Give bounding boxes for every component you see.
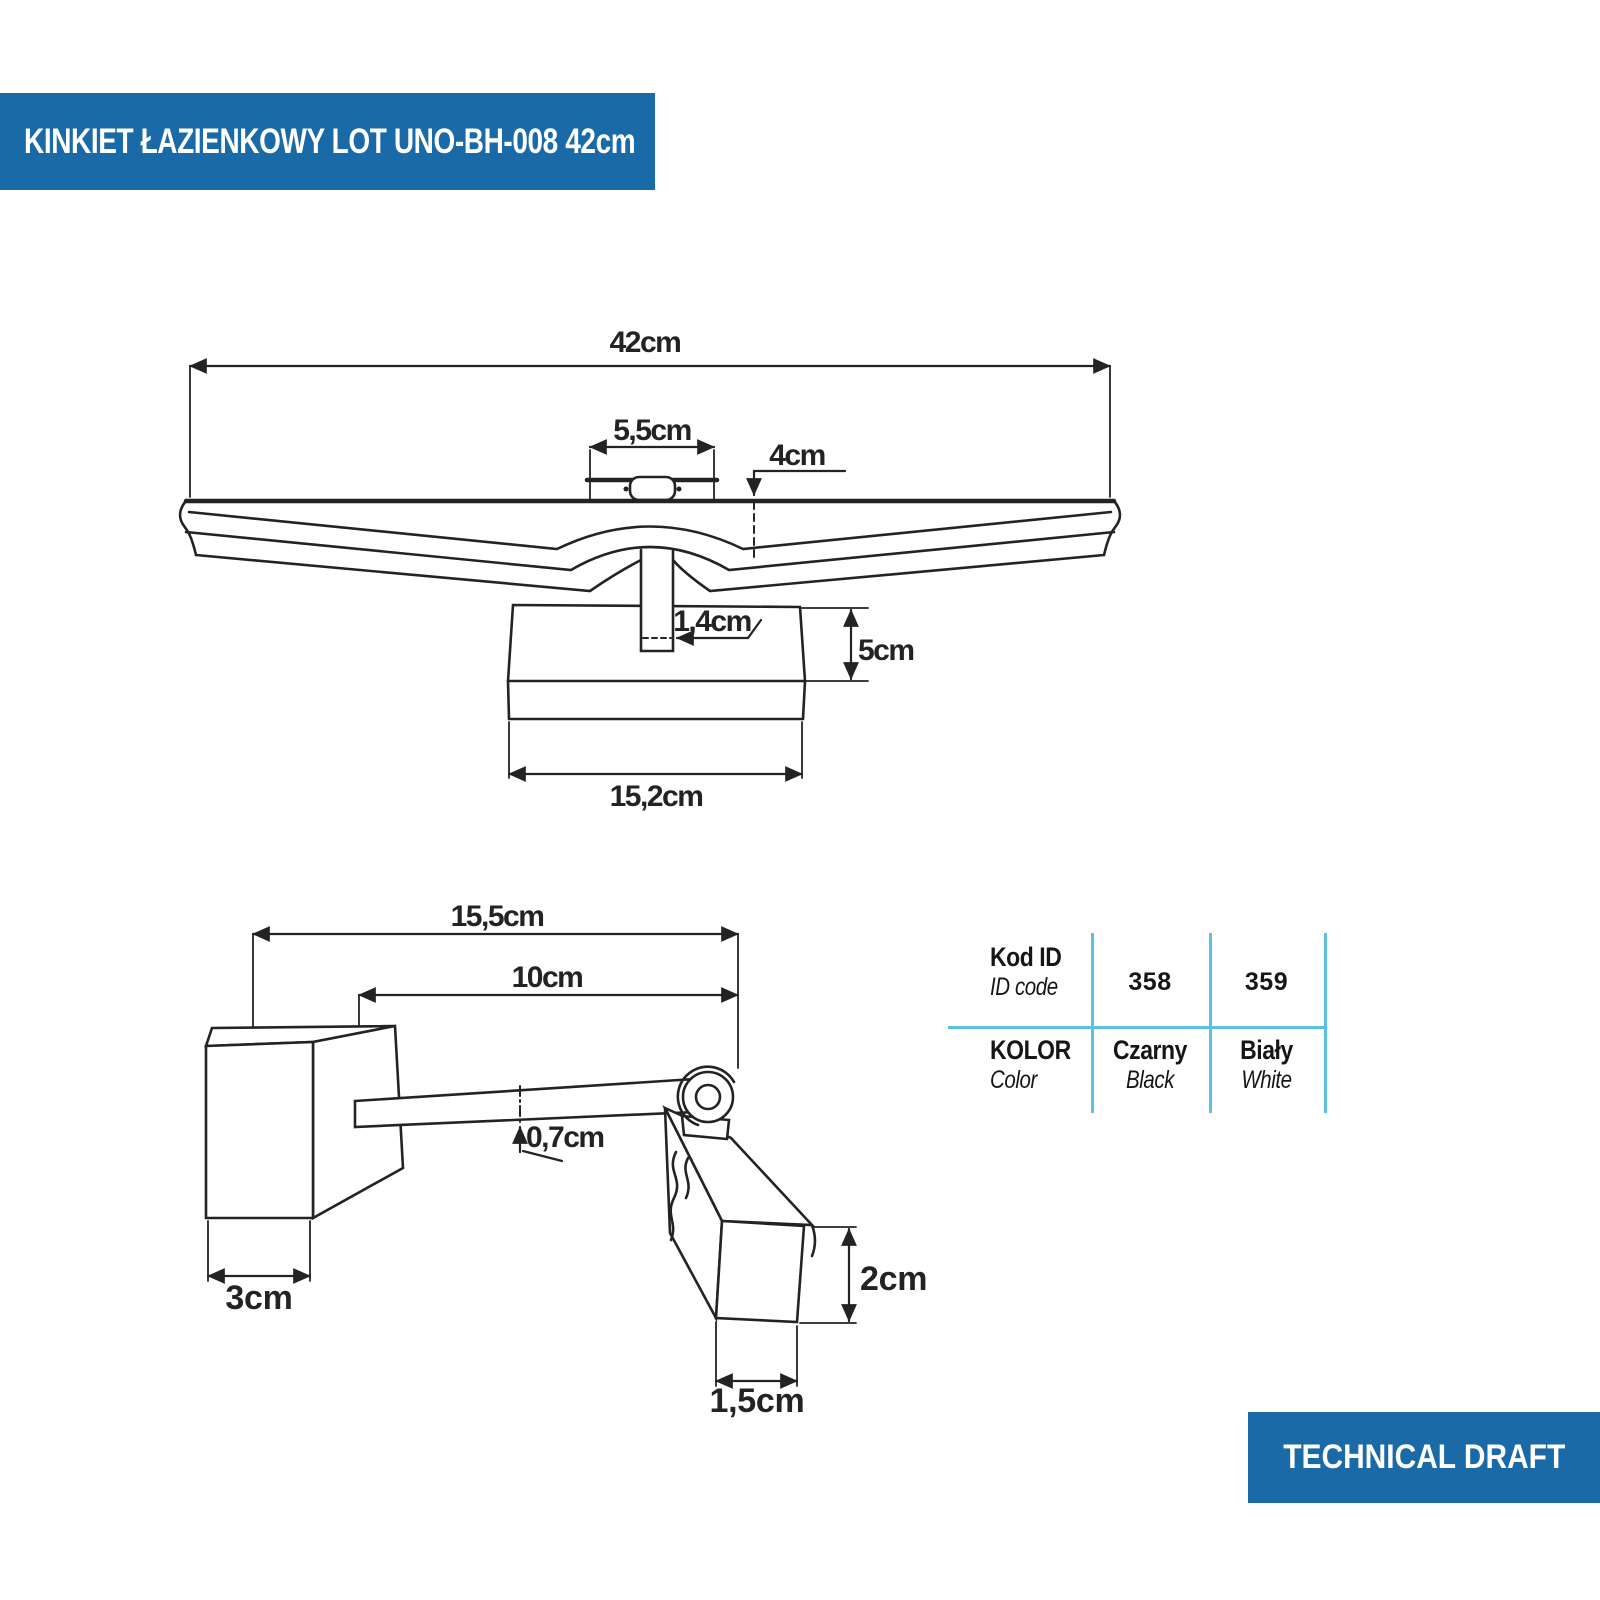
table-divider	[948, 1026, 1327, 1029]
color-label-en: Color	[990, 1066, 1037, 1095]
color-black-en: Black	[1125, 1066, 1175, 1095]
label-head-height: 2cm	[860, 1260, 928, 1298]
dim-body-height	[754, 471, 845, 562]
dim-head-end-width	[716, 1322, 797, 1386]
label-head-depth: 5cm	[858, 634, 914, 667]
table-cell-color-label	[990, 1036, 1085, 1094]
label-bracket-width: 5,5cm	[613, 414, 691, 447]
lamp-head-side-view	[665, 1108, 815, 1322]
label-mount-depth: 3cm	[225, 1279, 293, 1317]
table-cell-id-label	[990, 943, 1074, 1001]
stem	[641, 550, 673, 651]
id-code-white: 359	[1244, 968, 1289, 996]
id-code-black: 358	[1128, 968, 1172, 996]
label-head-end-width: 1,5cm	[709, 1382, 805, 1420]
color-white-pl: Biały	[1240, 1035, 1293, 1065]
table-cell-color-black	[1091, 1036, 1209, 1094]
label-total-width: 42cm	[609, 326, 681, 359]
footer-banner	[1248, 1412, 1600, 1503]
label-arm-thickness: 0,7cm	[526, 1121, 604, 1154]
table-divider	[1324, 933, 1327, 1113]
dim-mount-depth	[208, 1221, 310, 1281]
dim-head-width	[509, 722, 802, 778]
side-view-drawing	[206, 934, 856, 1386]
id-label-en: ID code	[990, 973, 1058, 1002]
label-total-depth: 15,5cm	[450, 900, 544, 933]
arm	[355, 1079, 695, 1127]
table-cell-id-black	[1091, 969, 1209, 995]
footer-label: TECHNICAL DRAFT	[1282, 1438, 1566, 1476]
mounting-bracket	[587, 447, 717, 500]
label-body-height: 4cm	[769, 439, 825, 472]
color-white-en: White	[1241, 1066, 1292, 1095]
id-label-pl: Kod ID	[990, 942, 1062, 972]
spec-table	[948, 933, 1328, 1113]
table-cell-color-white	[1209, 1036, 1324, 1094]
table-cell-id-white	[1209, 969, 1324, 995]
label-arm-length: 10cm	[511, 961, 583, 994]
hinge	[678, 1067, 734, 1139]
cable-box	[630, 477, 675, 500]
page-title: KINKIET ŁAZIENKOWY LOT UNO-BH-008 42cm	[24, 121, 636, 161]
dim-head-height	[800, 1227, 856, 1323]
color-black-pl: Czarny	[1113, 1035, 1187, 1065]
label-stem-width: 1,4cm	[673, 605, 751, 638]
color-label-pl: KOLOR	[990, 1035, 1071, 1065]
label-head-width: 15,2cm	[609, 780, 703, 813]
